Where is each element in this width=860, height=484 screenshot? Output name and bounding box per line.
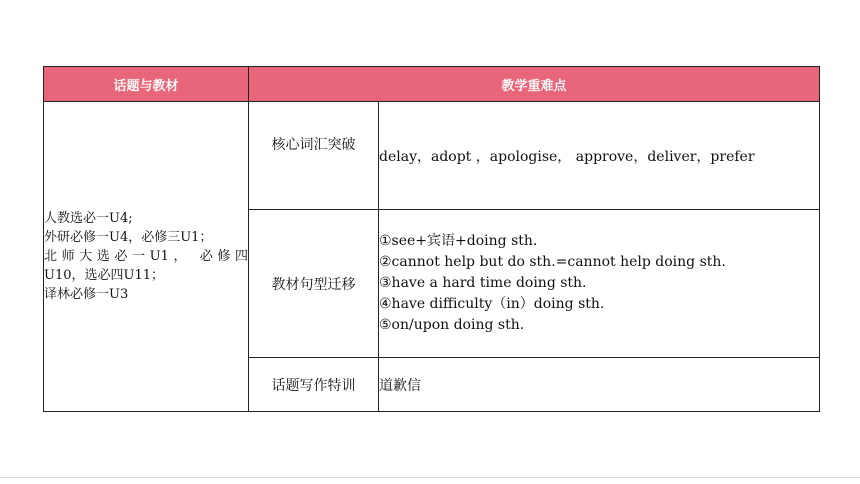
sentence-patterns [379,210,820,358]
topic-line: U10，选必四U11； [44,268,164,283]
category-sentence: 教材句型迁移 [249,210,379,358]
category-writing: 话题写作特训 [249,358,379,412]
sentence-item: ⑤on/upon doing sth. [379,317,525,333]
table-row-vocab [44,102,820,210]
header-key-points: 教学重难点 [249,67,820,102]
writing-topic: 道歉信 [379,358,820,412]
topic-line: 译林必修一U3 [44,287,129,302]
sentence-item: ①see+宾语+doing sth. [379,233,538,249]
header-topic-textbook: 话题与教材 [44,67,249,102]
topic-line: 北师大选必一U1， 必修四 [44,249,248,264]
lesson-table [43,66,820,412]
topic-line: 外研必修一U4，必修三U1； [44,230,213,245]
vocab-words: delay，adopt ，apologise， approve，deliver，prefer [379,102,820,210]
sentence-item: ②cannot help but do sth.=cannot help doing sth. [379,254,726,270]
sentence-item: ③have a hard time doing sth. [379,275,587,291]
topic-textbook-cell [44,102,249,412]
table-header-row [44,67,820,102]
sentence-item: ④have difficulty（in）doing sth. [379,296,605,312]
category-vocab: 核心词汇突破 [249,102,379,210]
topic-line: 人教选必一U4; [44,211,133,226]
slide-bottom-divider [0,477,860,478]
